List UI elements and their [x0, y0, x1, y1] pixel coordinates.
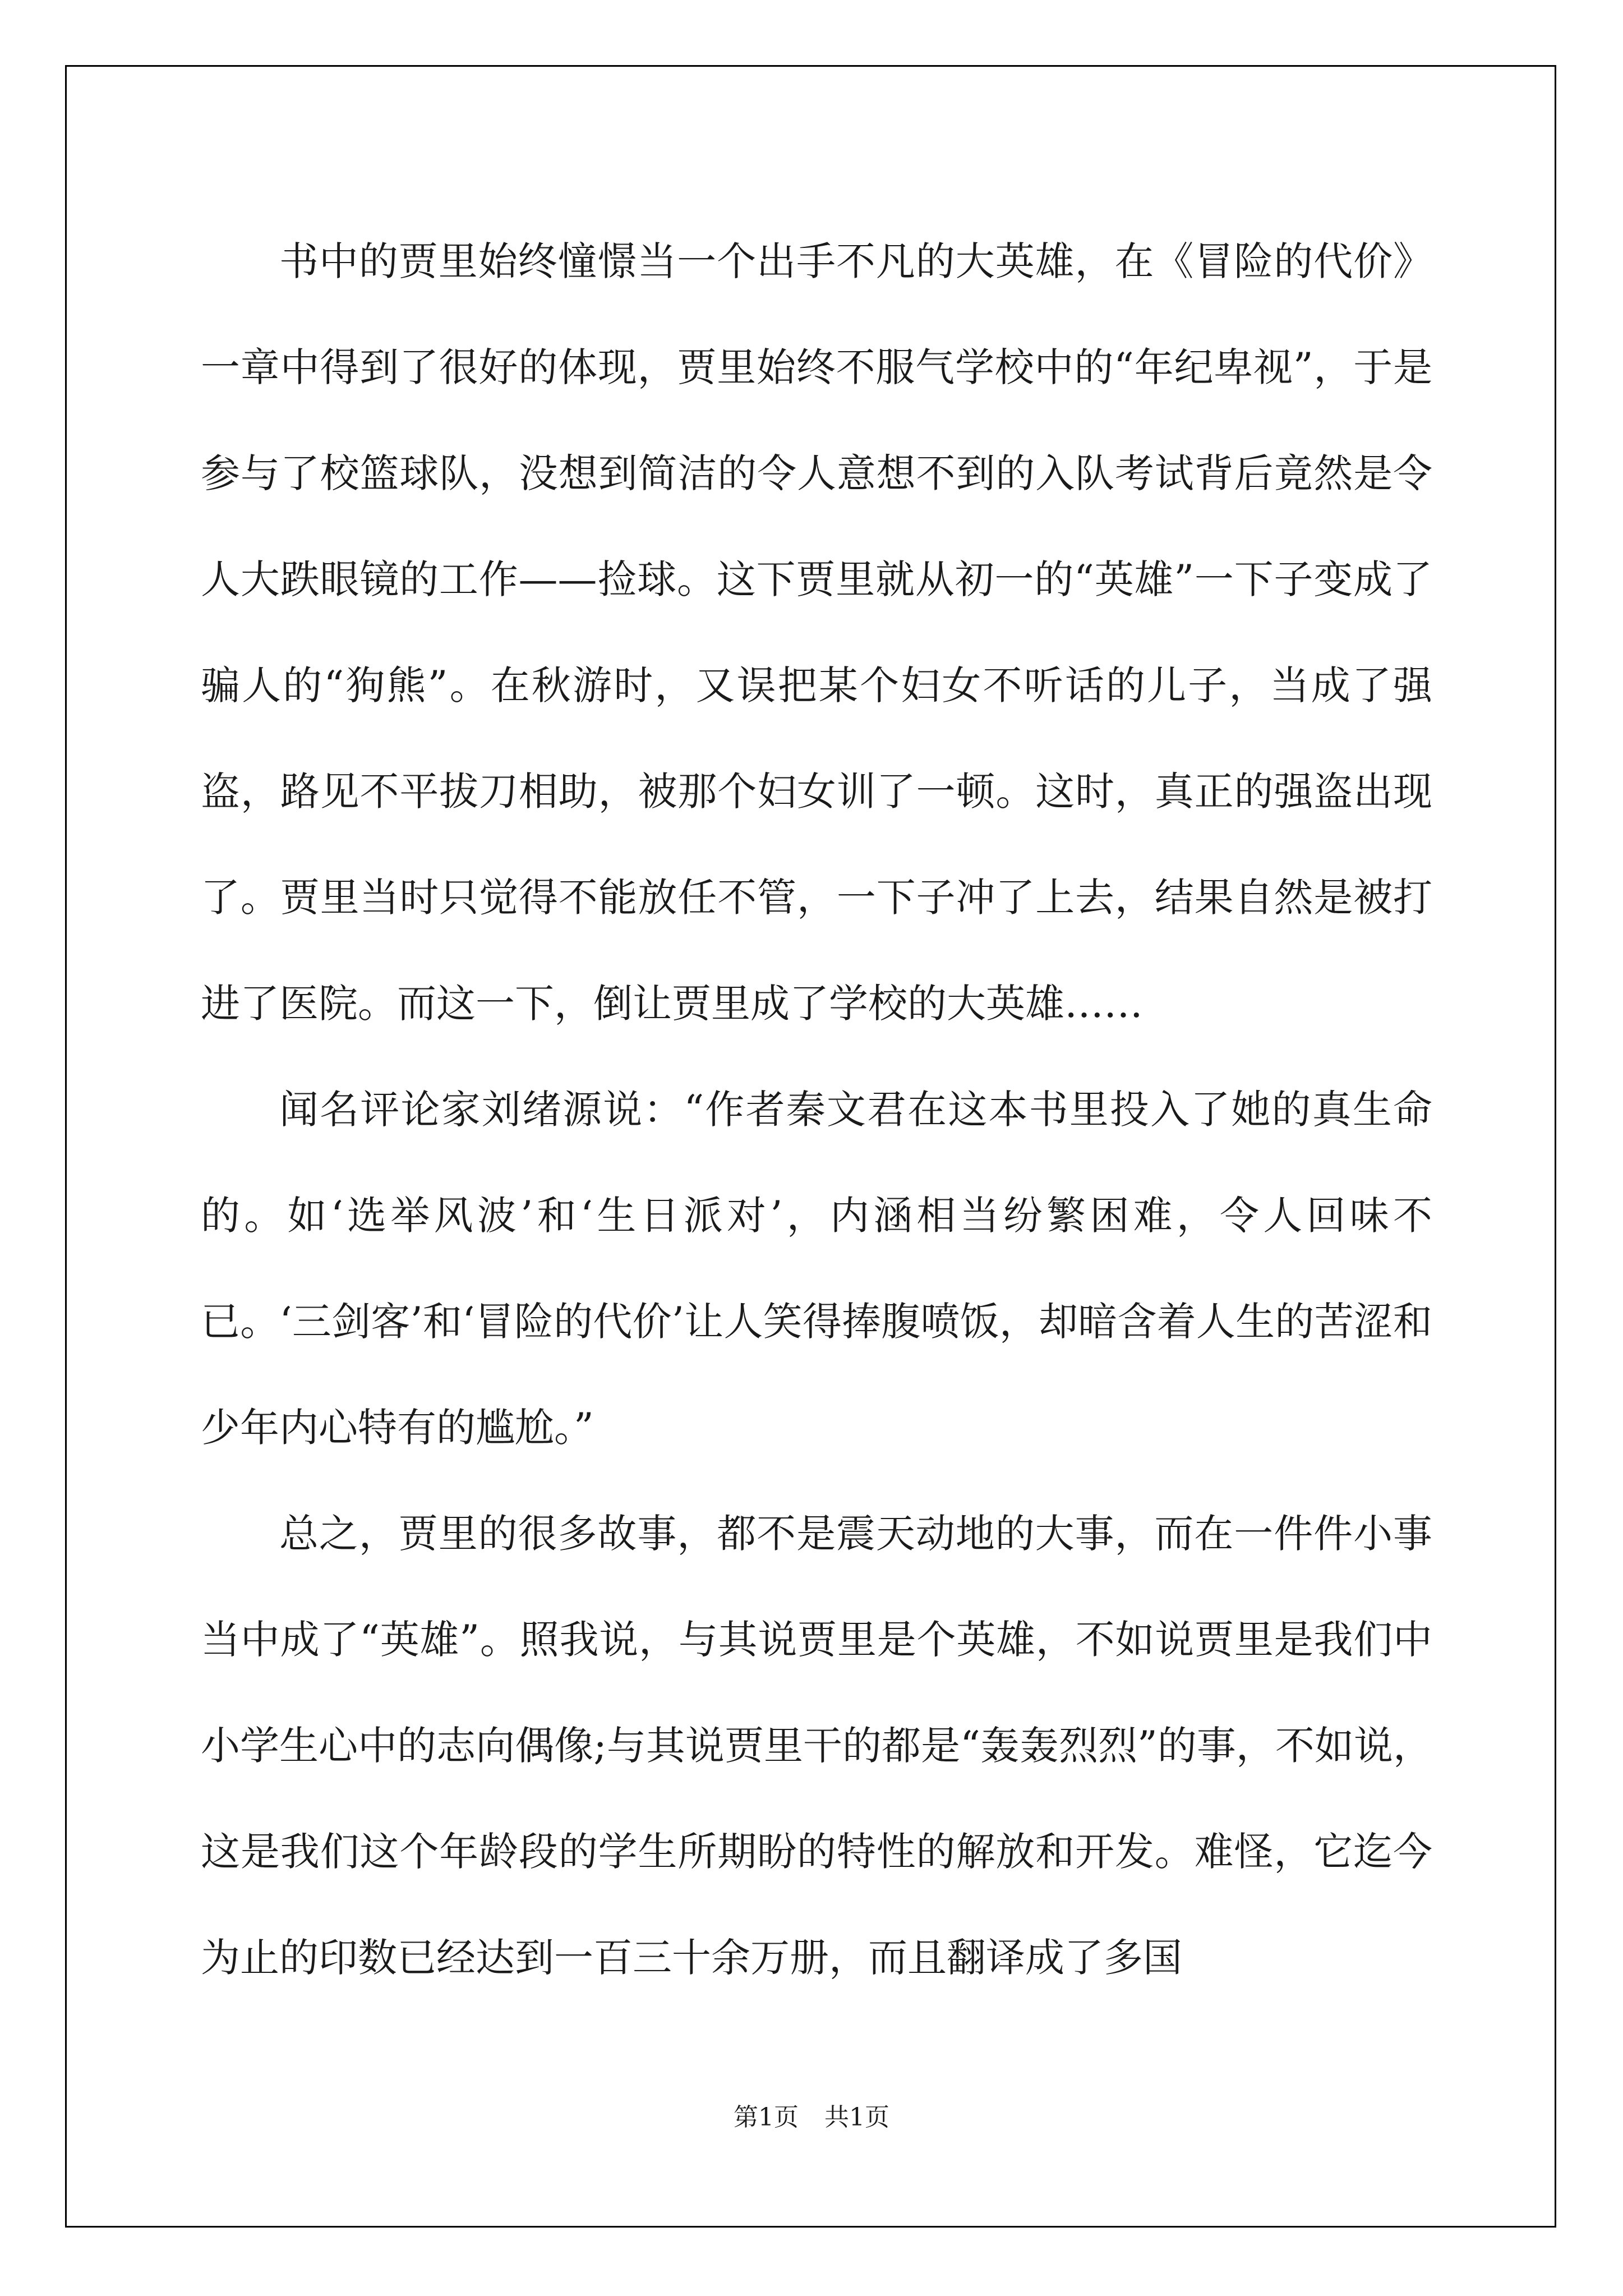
page-footer	[0, 2097, 1623, 2133]
document-body	[201, 209, 1432, 2011]
page-number: 第1页	[734, 2103, 799, 2132]
paragraph: 书中的贾里始终憧憬当一个出手不凡的大英雄，在《冒险的代价》一章中得到了很好的体现，贾里始终不服气学校中的“年纪卑视”，于是参与了校篮球队，没想到简洁的令人意想不到的入队考试背后竟然是令人大跌眼镜的工作——捡球。这下贾里就从初一的“英雄”一下子变成了骗人的“狗熊”。在秋游时，又误把某个妇女不听话的儿子，当成了强盗，路见不平拔刀相助，被那个妇女训了一顿。这时，真正的强盗出现了。贾里当时只觉得不能放任不管，一下子冲了上去，结果自然是被打进了医院。而这一下，倒让贾里成了学校的大英雄……	[201, 238, 1432, 1027]
paragraph: 闻名评论家刘绪源说：“作者秦文君在这本书里投入了她的真生命的。如‘选举风波’和‘生日派对’，内涵相当纷繁困难，令人回味不已。‘三剑客’和‘冒险的代价’让人笑得捧腹喷饭，却暗含着人生的苦涩和少年内心特有的尴尬。”	[201, 1087, 1432, 1451]
paragraph: 总之，贾里的很多故事，都不是震天动地的大事，而在一件件小事当中成了“英雄”。照我说，与其说贾里是个英雄，不如说贾里是我们中小学生心中的志向偶像;与其说贾里干的都是“轰轰烈烈”的事，不如说，这是我们这个年龄段的学生所期盼的特性的解放和开发。难怪，它迄今为止的印数已经达到一百三十余万册，而且翻译成了多国	[201, 1511, 1432, 1981]
page-total: 共1页	[824, 2103, 889, 2132]
